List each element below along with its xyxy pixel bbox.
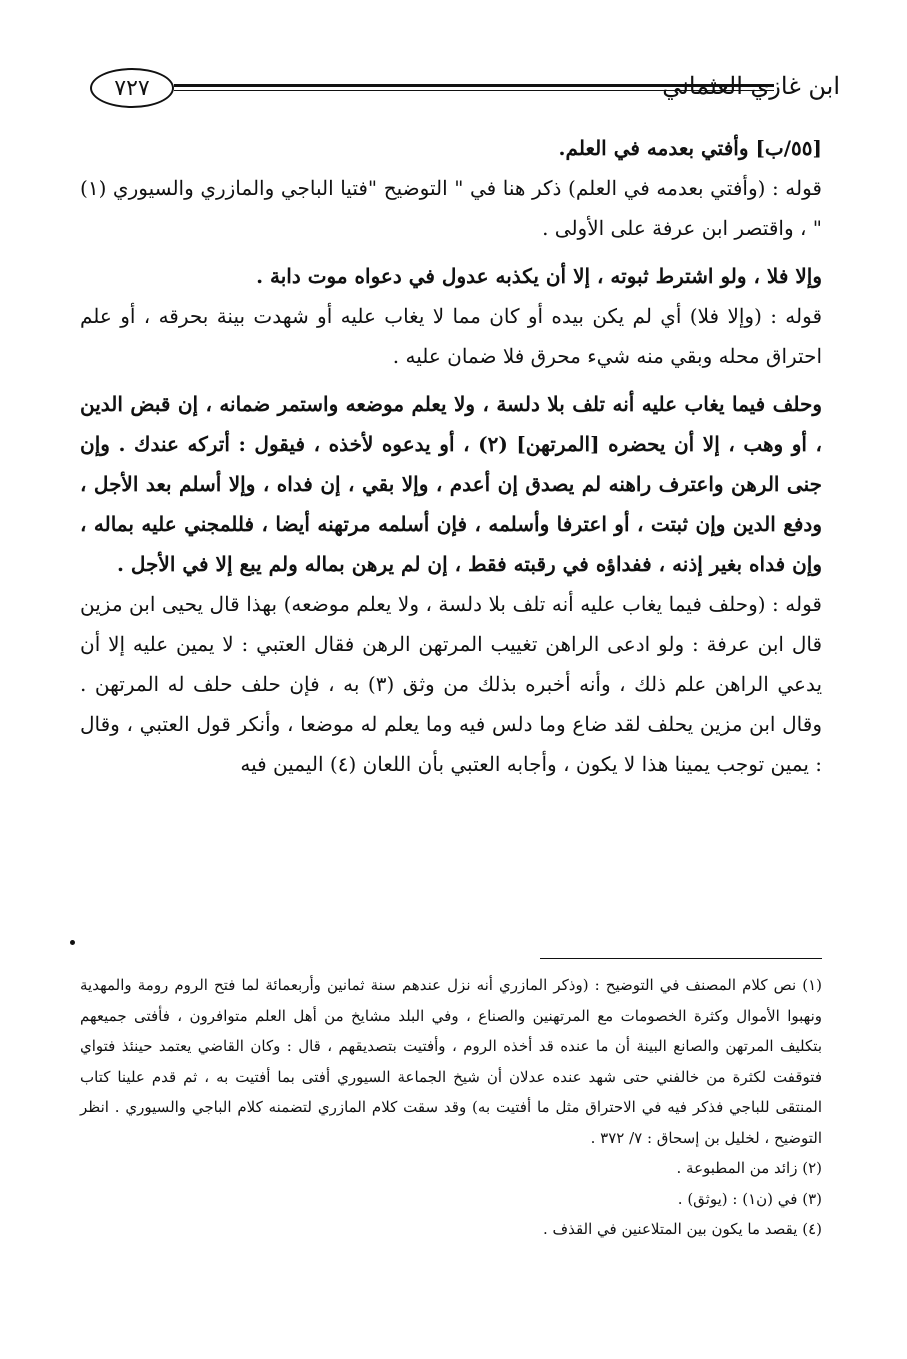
page-header <box>90 60 840 120</box>
footnote: (٣) في (ن١) : (يوثق) . <box>677 1189 822 1208</box>
margin-dot <box>70 940 75 945</box>
matn-paragraph: وحلف فيما يغاب عليه أنه تلف بلا دلسة ، ولا يعلم موضعه واستمر ضمانه ، إن قبض الدين ، أو وهب ، إلا أن يحضره [المرتهن] (٢) ، أو يدعوه لأخذه ، فيقول : أتركه عندك . وإن جنى الرهن واعترف راهنه لم يصدق إن أعدم ، وإلا بقي ، إن فداه ، وإلا أسلم بعد الأجل ، ودفع الدين وإن ثبتت ، أو اعترفا وأسلمه ، فإن أسلمه مرتهنه أيضا ، فللمجني عليه بماله ، وإن فداه بغير إذنه ، ففداؤه في رقبته فقط ، إن لم يرهن بماله ولم يبع إلا في الأجل . <box>80 392 823 576</box>
main-text <box>80 128 822 784</box>
matn-paragraph: [٥٥/ب] وأفتي بعدمه في العلم. <box>558 136 822 160</box>
paragraph-gap <box>80 376 822 384</box>
paragraph-gap <box>80 248 822 256</box>
footnotes <box>80 970 822 1245</box>
matn-paragraph: وإلا فلا ، ولو اشترط ثبوته ، إلا أن يكذبه عدول في دعواه موت دابة . <box>256 264 822 288</box>
footnote: (٢) زائد من المطبوعة . <box>676 1159 822 1177</box>
running-title: ابن غازي العثماني <box>662 72 840 100</box>
footnote: (١) نص كلام المصنف في التوضيح : (وذكر المازري أنه نزل عندهم سنة ثمانين وأربعمائة لما فتح الروم رومة والمهدية ونهبوا الأموال وكثرة الخصومات مع المرتهنين والصناع ، وفي البلد مشايخ من أهل العلم متوافرون ، فأفتى جميعهم بتكليف المرتهن والصانع البينة أن ما عنده قد أخذه الروم ، وأفتيت بتصديقهم ، قال : وكان القاضي يعتمد حينئذ فتواي فتوقفت لكثرة من خالفني حتى شهد عنده عدلان أن شيخ الجماعة السيوري أفتى بما أفتيت به ، ثم قدم علينا كتاب المنتقى للباجي فذكر فيه في الاحتراق مثل ما أفتيت به) وقد سقت كلام المازري لتضمنه كلام الباجي والسيوري . انظر التوضيح ، لخليل بن إسحاق : ٧/ ٣٧٢ . <box>80 976 822 1147</box>
footnote-separator <box>540 958 822 959</box>
page-number-oval <box>90 68 174 108</box>
commentary-paragraph: قوله : (وأفتي بعدمه في العلم) ذكر هنا في " التوضيح "فتيا الباجي والمازري والسيوري (١) " ، واقتصر ابن عرفة على الأولى . <box>80 176 822 240</box>
page-number: ٧٢٧ <box>114 75 150 101</box>
footnote: (٤) يقصد ما يكون بين المتلاعنين في القذف . <box>542 1220 822 1238</box>
commentary-paragraph: قوله : (وإلا فلا) أي لم يكن بيده أو كان مما لا يغاب عليه أو شهدت بينة بحرقه ، أو علم احتراق محله وبقي منه شيء محرق فلا ضمان عليه . <box>80 304 822 368</box>
commentary-paragraph: قوله : (وحلف فيما يغاب عليه أنه تلف بلا دلسة ، ولا يعلم موضعه) بهذا قال يحيى ابن مزين قال ابن عرفة : ولو ادعى الراهن تغييب المرتهن الرهن فقال العتبي : لا يمين عليه إلا أن يدعي الراهن علم ذلك ، وأنه أخبره بذلك من وثق (٣) به ، فإن حلف حلف له المرتهن . وقال ابن مزين يحلف لقد ضاع وما دلس فيه وما يعلم له موضعا ، وأنكر قول العتبي ، وقال : يمين توجب يمينا هذا لا يكون ، وأجابه العتبي بأن اللعان (٤) اليمين فيه <box>80 592 823 776</box>
